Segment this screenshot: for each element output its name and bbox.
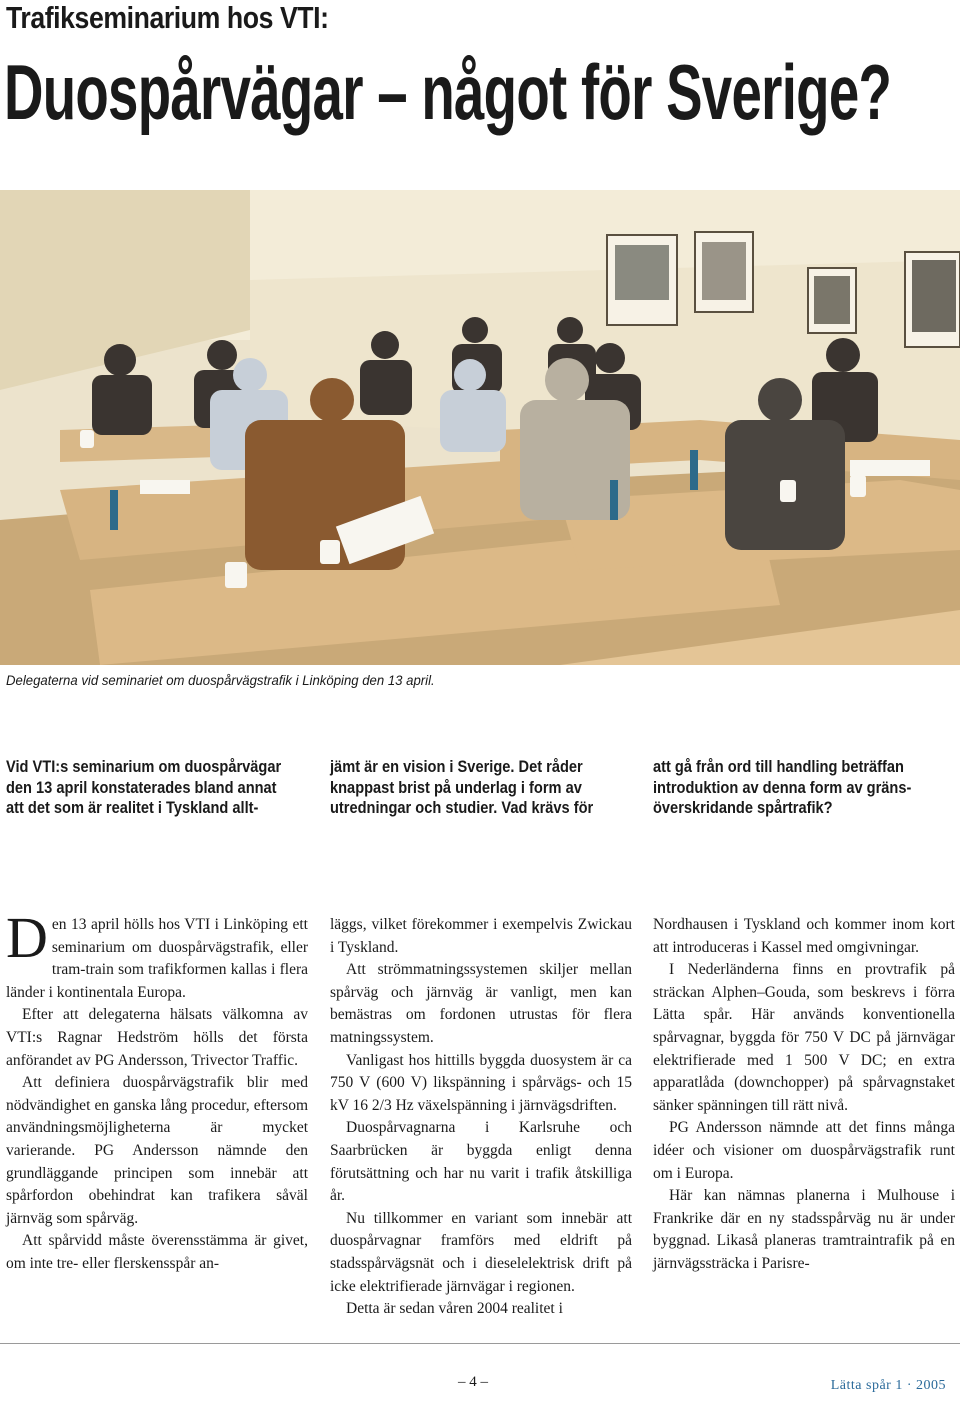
ingress-line: jämt är en vision i Sverige. Det råder [330,757,583,776]
body-paragraph: I Nederländerna finns en provtrafik på sträckan Alphen–Gouda, som beskrevs i förra Lätta spår. Här används konventionella spårvagnar, byggda för 750 V DC på järnvägar elektrifierade med 1 500 V DC; en extra apparatlåda (downchopper) på spårvagnstaket sänker spänningen till rätt nivå. [653,961,955,1114]
body-paragraph: Nordhausen i Tyskland och kommer inom kort att introduceras i Kassel med omgivningar. [653,916,955,956]
body-column-3 [653,914,955,1276]
body-paragraph: Att strömmatningssystemen skiljer mellan spårväg och järnväg är vanligt, men kan bemästras om fordonen utrustas för flera matningssystem. [330,961,632,1046]
paragraph-text: en 13 april hölls hos VTI i Linköping ett seminarium om duospårvägstrafik, eller tram-train som trafikformen kallas i flera länder i kontinentala Europa. [6,916,308,1001]
body-paragraph: Nu tillkommer en variant som innebär att duospårvagnar framförs med eldrift på stadsspårvägsnät och i dieselelektrisk drift på icke elektrifierade järnvägar i regionen. [330,1209,632,1295]
body-paragraph: Vanligast hos hittills byggda duosystem är ca 750 V (600 V) likspänning i spårvägs- och 15 kV 16 2/3 Hz växelspänning i järnvägsdriften. [330,1051,632,1114]
seminar-photo [0,190,960,665]
body-paragraph: Detta är sedan våren 2004 realitet i [346,1300,563,1318]
body-paragraph: PG Andersson nämnde att det finns många idéer och visioner om duospårvägstrafik runt om i Europa. [653,1119,955,1182]
ingress-column-3 [653,757,911,819]
ingress-line: att gå från ord till handling beträffan [653,757,904,776]
ingress-line: Vid VTI:s seminarium om duospårvägar [6,757,282,776]
body-paragraph: Efter att delegaterna hälsats välkomna av VTI:s Ragnar Hedström hölls det första anförandet av PG Andersson, Trivector Traffic. [6,1006,308,1069]
ingress-column-2 [330,757,593,819]
ingress-column-1 [6,757,281,819]
ingress-line: överskridande spårtrafik? [653,798,833,817]
body-column-2 [330,914,632,1321]
page-number: – 4 – [458,1374,488,1390]
body-paragraph: Här kan nämnas planerna i Mulhouse i Frankrike där en ny stadsspårväg nu är under byggnad. Likaså planeras tramtraintrafik på en järnvägssträcka i Parisre- [653,1187,955,1272]
ingress-line: att det som är realitet i Tyskland allt- [6,798,259,817]
drop-cap: D [6,905,48,970]
body-paragraph [6,905,308,1004]
body-paragraph: Att spårvidd måste överensstämma är givet, om inte tre- eller flerskensspår an- [6,1232,308,1272]
ingress-line: knappast brist på underlag i form av [330,777,582,797]
footer-rule [0,1343,960,1344]
body-paragraph: läggs, vilket förekommer i exempelvis Zwickau i Tyskland. [330,916,632,956]
journal-name: Lätta spår 1 · 2005 [830,1378,946,1393]
headline: Duospårvägar – något för Sverige? [4,48,892,136]
ingress-line: den 13 april konstaterades bland annat [6,777,277,797]
body-column-1 [6,905,308,1276]
body-paragraph: Att definiera duospårvägstrafik blir med nödvändighet en ganska lång procedur, eftersom användningsmöjligheterna är mycket varierande. PG Andersson nämnde den grundläggande principen som innebär att spårfordon obehindrat kan trafikera såväl järnväg som spårväg. [6,1074,308,1227]
body-paragraph: Duospårvagnarna i Karlsruhe och Saarbrücken är byggda enligt denna förutsättning och har nu varit i trafik åtskilliga år. [330,1119,632,1205]
ingress-line: introduktion av denna form av gräns- [653,777,912,797]
kicker: Trafikseminarium hos VTI: [6,0,329,35]
photo-caption: Delegaterna vid seminariet om duospårvägstrafik i Linköping den 13 april. [6,672,435,688]
ingress-line: utredningar och studier. Vad krävs för [330,798,594,817]
